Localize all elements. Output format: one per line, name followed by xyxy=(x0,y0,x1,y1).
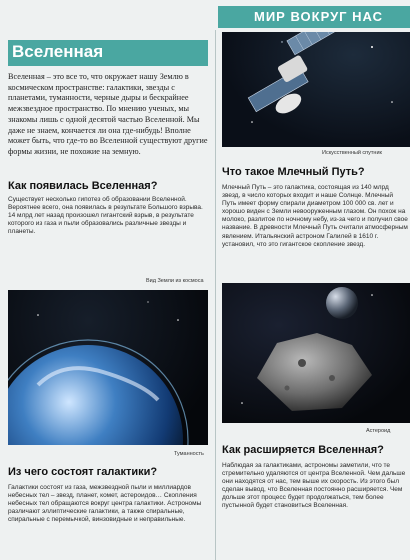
heading-milkyway: Что такое Млечный Путь? xyxy=(222,166,365,178)
text-expansion: Наблюдая за галактиками, астрономы заметили, что те стремительно удаляются от центра Вселенной. Чем дальше они находятся от нас, тем выше их скорость. Из этого был сделан вывод, что Вселенная постоянно расширяется. Чем дольше этот процесс будет продолжаться, тем более пустынной будет становиться Вселенная. xyxy=(222,462,406,510)
heading-galaxies: Из чего состоят галактики? xyxy=(8,466,158,478)
intro-paragraph: Вселенная – это все то, что окружает нашу Землю в космическом пространстве: галактики, звезды с планетами, туманности, черные дыры и бескрайнее межзвездное пространство. По мнению ученых, мы знакомы лишь с одной десятой частью Вселенной. Мы даже не знаем, кончается ли она где-нибудь! Вполне может быть, что где-то во Вселенной существуют другие формы жизни, не похожие на земную. xyxy=(8,72,208,156)
earth-image xyxy=(8,290,208,445)
caption-earth: Вид Земли из космоса xyxy=(146,278,204,284)
heading-expansion: Как расширяется Вселенная? xyxy=(222,444,384,456)
satellite-image xyxy=(222,32,410,147)
page-title: Вселенная xyxy=(8,40,208,66)
text-galaxies: Галактики состоят из газа, межзвездной пыли и миллиардов небесных тел – звезд, планет, комет, астероидов… Скопления небесных тел обращаются вокруг центра галактики. Астрономы различают эллиптические галактики, а также спиральные, спиральные с перемычкой, винзовидные и неправильные. xyxy=(8,484,202,524)
earth-illustration xyxy=(8,290,208,445)
heading-origin: Как появилась Вселенная? xyxy=(8,180,158,192)
caption-asteroid: Астероид xyxy=(366,428,391,434)
caption-satellite: Искусственный спутник xyxy=(322,150,382,156)
asteroid-image xyxy=(222,283,410,423)
satellite-illustration xyxy=(222,32,410,147)
section-header xyxy=(218,6,410,28)
column-divider xyxy=(215,30,216,560)
text-origin: Существует несколько гипотез об образовании Вселенной. Вероятнее всего, она появилась в результате Большого взрыва. 14 млрд лет назад произошел гигантский взрыв, в результате которого из газа и пыли образовались различные звезды и планеты. xyxy=(8,196,203,236)
asteroid-illustration xyxy=(222,283,410,423)
section-header-label: МИР ВОКРУГ НАС xyxy=(254,9,383,24)
text-milkyway: Млечный Путь – это галактика, состоящая из 140 млрд звезд, в число которых входит и наше Солнце. Млечный Путь имеет форму спирали диаметром 100 000 св. лет и хорошо виден с Земли невооруженным глазом. Он похож на молоко, разлитое по ночному небу, из-за чего и получил свое название. В древности Млечный Путь считали атмосферным явлением. Итальянский астроном Галилей в 1610 г. установил, что это гигантское скопление звезд. xyxy=(222,184,408,248)
caption-nebula: Туманность xyxy=(174,451,204,457)
